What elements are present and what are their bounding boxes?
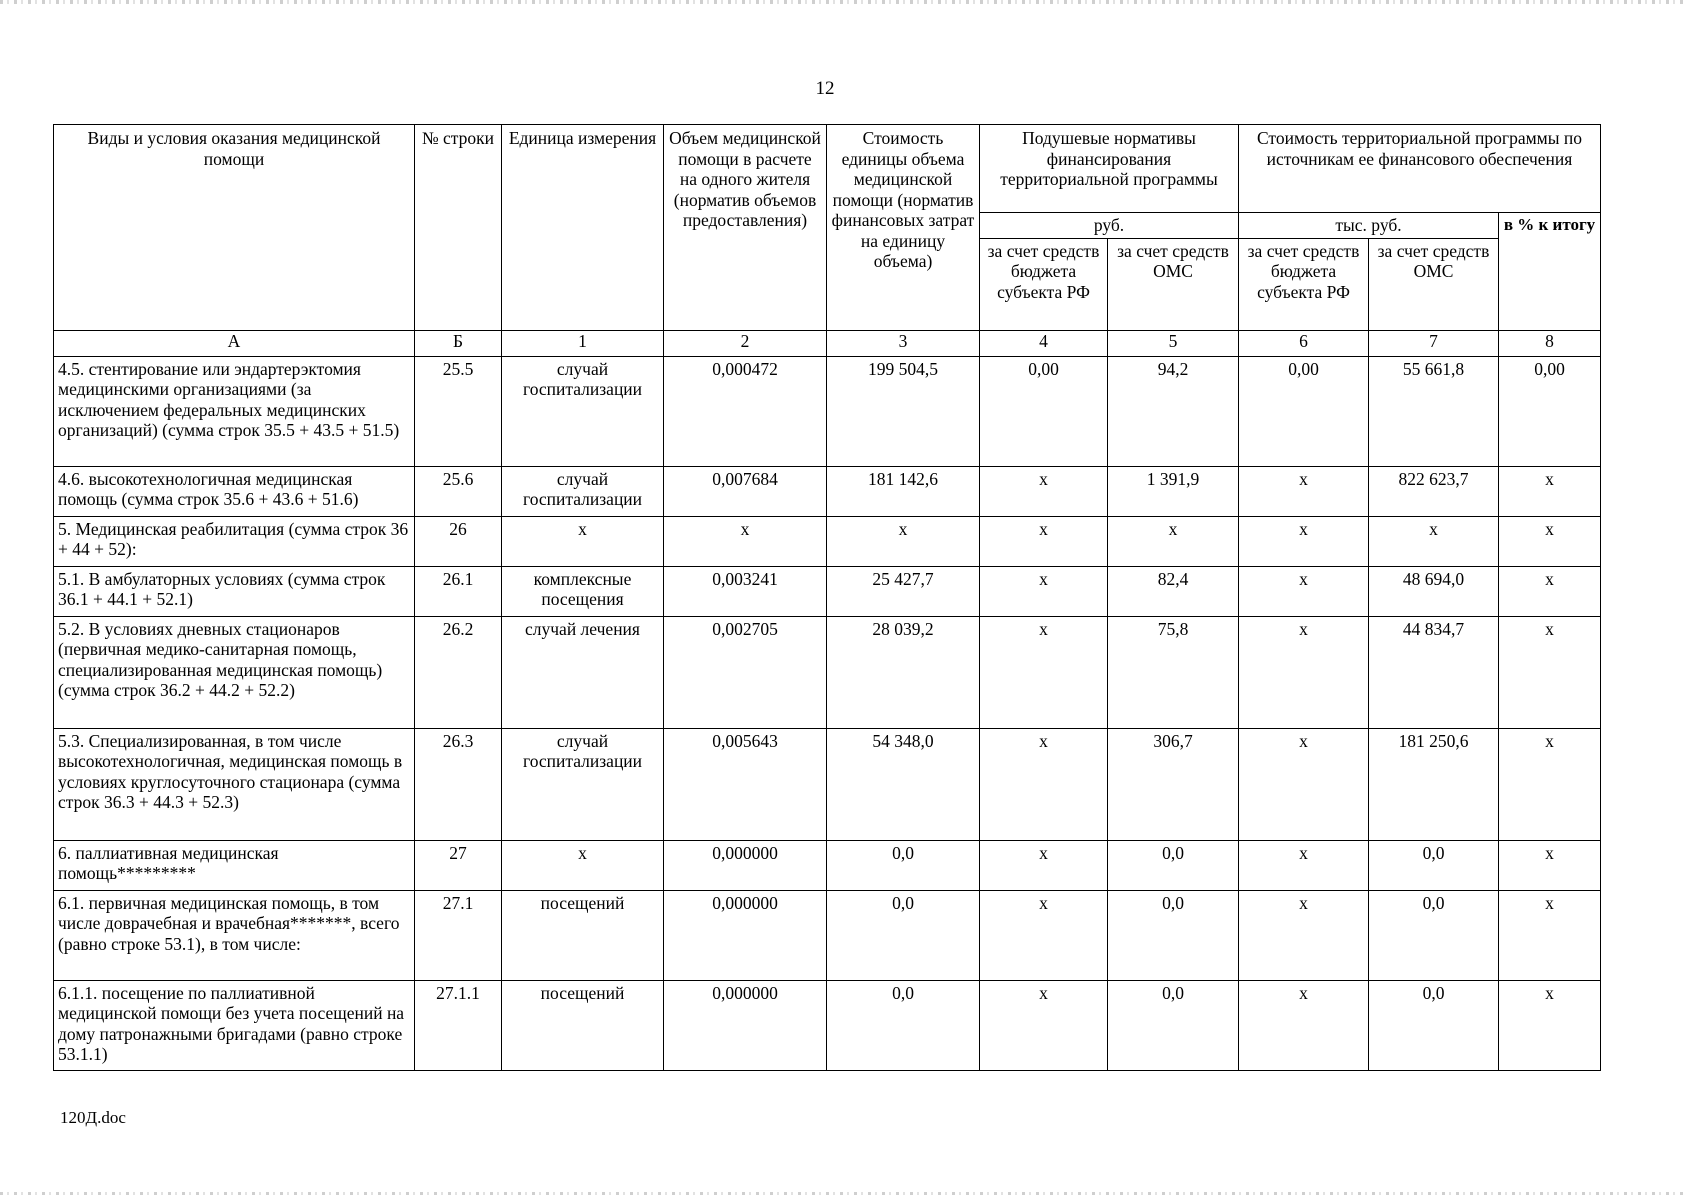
row-volume: 0,007684	[664, 466, 827, 516]
row-name: 6.1. первичная медицинская помощь, в том числе доврачебная и врачебная*******, всего (равно строке 53.1), в том числе:	[54, 890, 415, 980]
row-pct: 0,00	[1499, 356, 1601, 466]
row-pct: х	[1499, 516, 1601, 566]
header-thous-rub: тыс. руб.	[1239, 213, 1499, 239]
row-norm-oms: 75,8	[1108, 616, 1239, 728]
row-unit: посещений	[502, 980, 664, 1070]
row-number: 25.6	[415, 466, 502, 516]
table-row	[54, 356, 1601, 466]
table-row	[54, 516, 1601, 566]
row-cost-oms: 181 250,6	[1369, 728, 1499, 840]
row-unit: случай госпитализации	[502, 356, 664, 466]
row-name: 4.5. стентирование или эндартерэктомия медицинскими организациями (за исключением федеральных медицинских организаций) (сумма строк 35.5 + 43.5 + 51.5)	[54, 356, 415, 466]
row-norm-oms: 0,0	[1108, 840, 1239, 890]
col-index: 7	[1369, 330, 1499, 356]
row-cost-budget: 0,00	[1239, 356, 1369, 466]
col-index: 4	[980, 330, 1108, 356]
row-pct: х	[1499, 840, 1601, 890]
row-volume: 0,000000	[664, 980, 827, 1070]
row-cost-oms: 822 623,7	[1369, 466, 1499, 516]
table-row	[54, 890, 1601, 980]
row-norm-budget: х	[980, 840, 1108, 890]
header-program-cost: Стоимость территориальной программы по источникам ее финансового обеспечения	[1239, 125, 1601, 213]
col-index: 1	[502, 330, 664, 356]
row-unit-cost: 0,0	[827, 980, 980, 1070]
row-volume: х	[664, 516, 827, 566]
row-unit-cost: 0,0	[827, 890, 980, 980]
row-volume: 0,000472	[664, 356, 827, 466]
header-unit-cost: Стоимость единицы объема медицинской помощи (норматив финансовых затрат на единицу объема)	[827, 125, 980, 331]
financing-table	[53, 124, 1601, 1071]
row-pct: х	[1499, 616, 1601, 728]
row-unit-cost: х	[827, 516, 980, 566]
row-cost-budget: х	[1239, 980, 1369, 1070]
header-norm-budget: за счет средств бюджета субъекта РФ	[980, 238, 1108, 330]
row-norm-oms: 0,0	[1108, 890, 1239, 980]
header-volume: Объем медицинской помощи в расчете на одного жителя (норматив объемов предоставления)	[664, 125, 827, 331]
col-index: 6	[1239, 330, 1369, 356]
row-norm-oms: 0,0	[1108, 980, 1239, 1070]
row-unit: комплексные посещения	[502, 566, 664, 616]
table-row	[54, 728, 1601, 840]
row-unit-cost: 181 142,6	[827, 466, 980, 516]
col-index: 5	[1108, 330, 1239, 356]
row-number: 25.5	[415, 356, 502, 466]
col-index: 8	[1499, 330, 1601, 356]
row-cost-budget: х	[1239, 840, 1369, 890]
row-norm-oms: 94,2	[1108, 356, 1239, 466]
row-norm-oms: 306,7	[1108, 728, 1239, 840]
document-filename: 120Д.doc	[60, 1108, 126, 1127]
header-rub: руб.	[980, 213, 1239, 239]
header-cost-budget: за счет средств бюджета субъекта РФ	[1239, 238, 1369, 330]
scan-edge-top	[0, 0, 1686, 4]
row-cost-oms: 48 694,0	[1369, 566, 1499, 616]
row-norm-budget: х	[980, 566, 1108, 616]
row-number: 26	[415, 516, 502, 566]
row-unit-cost: 25 427,7	[827, 566, 980, 616]
row-unit-cost: 54 348,0	[827, 728, 980, 840]
row-cost-oms: 44 834,7	[1369, 616, 1499, 728]
header-pct-total: в % к итогу	[1499, 213, 1601, 331]
row-cost-oms: 0,0	[1369, 980, 1499, 1070]
row-cost-budget: х	[1239, 616, 1369, 728]
row-unit-cost: 28 039,2	[827, 616, 980, 728]
row-unit: х	[502, 516, 664, 566]
header-row-number: № строки	[415, 125, 502, 331]
row-name: 4.6. высокотехнологичная медицинская помощь (сумма строк 35.6 + 43.6 + 51.6)	[54, 466, 415, 516]
row-unit: случай лечения	[502, 616, 664, 728]
row-cost-oms: 0,0	[1369, 840, 1499, 890]
row-cost-budget: х	[1239, 728, 1369, 840]
row-norm-budget: х	[980, 466, 1108, 516]
row-pct: х	[1499, 566, 1601, 616]
table-row	[54, 980, 1601, 1070]
row-unit-cost: 199 504,5	[827, 356, 980, 466]
row-name: 6. паллиативная медицинская помощь*********	[54, 840, 415, 890]
row-cost-budget: х	[1239, 566, 1369, 616]
row-pct: х	[1499, 728, 1601, 840]
row-unit: х	[502, 840, 664, 890]
row-name: 6.1.1. посещение по паллиативной медицинской помощи без учета посещений на дому патронажными бригадами (равно строке 53.1.1)	[54, 980, 415, 1070]
row-unit-cost: 0,0	[827, 840, 980, 890]
table-row	[54, 840, 1601, 890]
table-row	[54, 566, 1601, 616]
row-name: 5.3. Специализированная, в том числе высокотехнологичная, медицинская помощь в условиях круглосуточного стационара (сумма строк 36.3 + 44.3 + 52.3)	[54, 728, 415, 840]
header-norm-oms: за счет средств ОМС	[1108, 238, 1239, 330]
row-volume: 0,003241	[664, 566, 827, 616]
row-norm-budget: х	[980, 980, 1108, 1070]
row-volume: 0,000000	[664, 890, 827, 980]
row-pct: х	[1499, 466, 1601, 516]
row-cost-budget: х	[1239, 516, 1369, 566]
row-number: 27.1	[415, 890, 502, 980]
row-cost-oms: 55 661,8	[1369, 356, 1499, 466]
row-volume: 0,002705	[664, 616, 827, 728]
row-cost-budget: х	[1239, 466, 1369, 516]
header-per-capita-norms: Подушевые нормативы финансирования территориальной программы	[980, 125, 1239, 213]
row-cost-oms: 0,0	[1369, 890, 1499, 980]
table-row	[54, 616, 1601, 728]
row-cost-budget: х	[1239, 890, 1369, 980]
col-index: 3	[827, 330, 980, 356]
row-norm-budget: х	[980, 516, 1108, 566]
header-kind: Виды и условия оказания медицинской помощи	[54, 125, 415, 331]
col-index: 2	[664, 330, 827, 356]
row-number: 27.1.1	[415, 980, 502, 1070]
row-name: 5.2. В условиях дневных стационаров (первичная медико-санитарная помощь, специализированная медицинская помощь) (сумма строк 36.2 + 44.2 + 52.2)	[54, 616, 415, 728]
row-number: 26.2	[415, 616, 502, 728]
header-cost-oms: за счет средств ОМС	[1369, 238, 1499, 330]
page-number: 12	[815, 78, 835, 99]
col-index: Б	[415, 330, 502, 356]
row-norm-oms: 1 391,9	[1108, 466, 1239, 516]
scan-edge-bottom	[0, 1192, 1686, 1195]
row-unit: посещений	[502, 890, 664, 980]
row-volume: 0,000000	[664, 840, 827, 890]
row-number: 26.3	[415, 728, 502, 840]
row-name: 5. Медицинская реабилитация (сумма строк 36 + 44 + 52):	[54, 516, 415, 566]
col-index: А	[54, 330, 415, 356]
table-row	[54, 466, 1601, 516]
row-name: 5.1. В амбулаторных условиях (сумма строк 36.1 + 44.1 + 52.1)	[54, 566, 415, 616]
row-volume: 0,005643	[664, 728, 827, 840]
row-unit: случай госпитализации	[502, 466, 664, 516]
row-norm-budget: х	[980, 616, 1108, 728]
row-cost-oms: х	[1369, 516, 1499, 566]
header-unit: Единица измерения	[502, 125, 664, 331]
row-pct: х	[1499, 890, 1601, 980]
row-norm-oms: х	[1108, 516, 1239, 566]
row-norm-oms: 82,4	[1108, 566, 1239, 616]
row-unit: случай госпитализации	[502, 728, 664, 840]
row-norm-budget: х	[980, 890, 1108, 980]
row-number: 27	[415, 840, 502, 890]
row-number: 26.1	[415, 566, 502, 616]
row-pct: х	[1499, 980, 1601, 1070]
row-norm-budget: х	[980, 728, 1108, 840]
row-norm-budget: 0,00	[980, 356, 1108, 466]
